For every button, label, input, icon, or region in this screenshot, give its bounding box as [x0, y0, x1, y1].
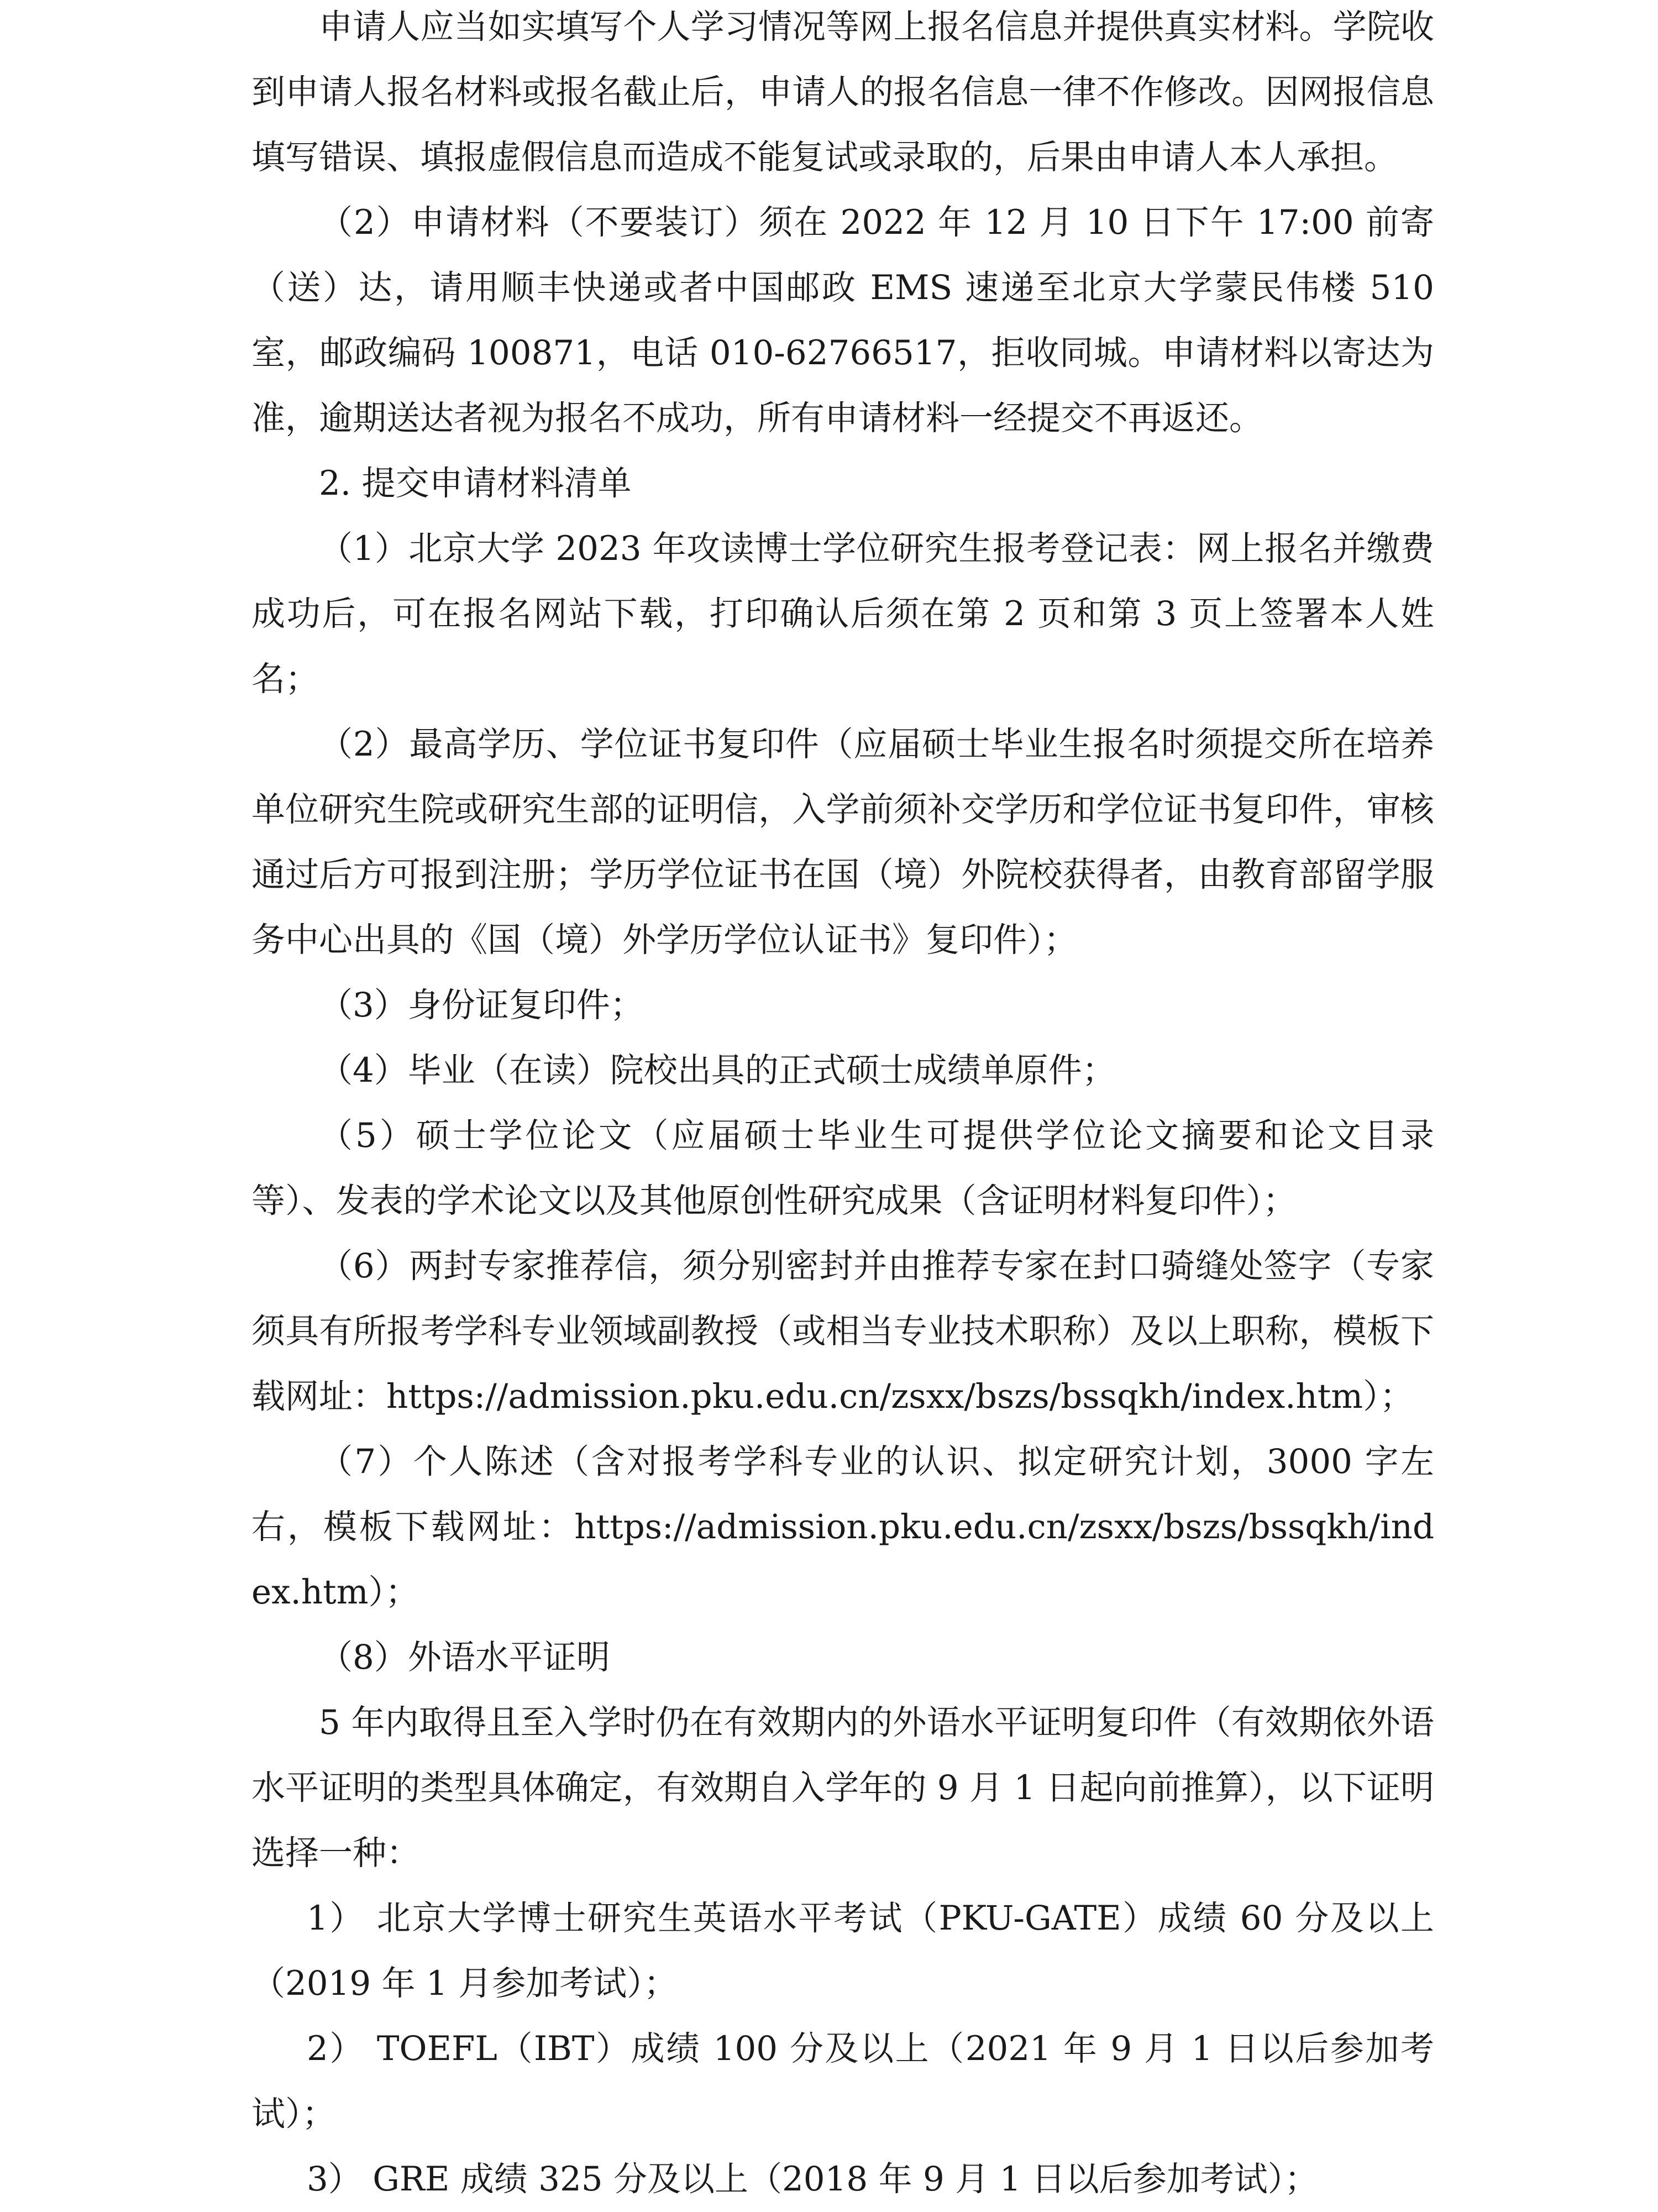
- list-item-transcript: （4）毕业（在读）院校出具的正式硕士成绩单原件；: [319, 1051, 1116, 1090]
- paragraph-intro: 申请人应当如实填写个人学习情况等网上报名信息并提供真实材料。学院收到申请人报名材料或报名截止后，申请人的报名信息一律不作修改。因网报信息填写错误、填报虚假信息而造成不能复试或录取的，后果由申请人本人承担。: [251, 7, 1434, 177]
- list-item-id-card: （3）身份证复印件；: [319, 986, 644, 1025]
- document-body: [251, 0, 1434, 2212]
- language-option-gre: 3） GRE 成绩 325 分及以上（2018 年 9 月 1 日以后参加考试）；: [307, 2159, 1319, 2199]
- language-option-pku-gate: 1） 北京大学博士研究生英语水平考试（PKU-GATE）成绩 60 分及以上（2019 年 1 月参加考试）；: [251, 1899, 1434, 2003]
- list-item-registration-form: （1）北京大学 2023 年攻读博士学位研究生报考登记表：网上报名并缴费成功后，可在报名网站下载，打印确认后须在第 2 页和第 3 页上签署本人姓名；: [251, 529, 1434, 699]
- list-item-degree-certificates: （2）最高学历、学位证书复印件（应届硕士毕业生报名时须提交所在培养单位研究生院或研究生部的证明信，入学前须补交学历和学位证书复印件，审核通过后方可报到注册；学历学位证书在国（境）外院校获得者，由教育部留学服务中心出具的《国（境）外学历学位认证书》复印件）；: [251, 725, 1434, 960]
- section-heading-materials: 2. 提交申请材料清单: [319, 464, 632, 503]
- list-item-thesis: （5）硕士学位论文（应届硕士毕业生可提供学位论文摘要和论文目录等）、发表的学术论文以及其他原创性研究成果（含证明材料复印件）；: [251, 1116, 1434, 1220]
- paragraph-language-requirements: 5 年内取得且至入学时仍在有效期内的外语水平证明复印件（有效期依外语水平证明的类型具体确定，有效期自入学年的 9 月 1 日起向前推算），以下证明选择一种：: [251, 1703, 1434, 1873]
- language-option-toefl: 2） TOEFL（IBT）成绩 100 分及以上（2021 年 9 月 1 日以后参加考试）；: [251, 2029, 1434, 2134]
- list-item-personal-statement: （7）个人陈述（含对报考学科专业的认识、拟定研究计划，3000 字左右，模板下载网址：https://admission.pku.edu.cn/zsxx/bszs/bssqkh/index.htm）；: [251, 1442, 1434, 1612]
- paragraph-deadline: （2）申请材料（不要装订）须在 2022 年 12 月 10 日下午 17:00 前寄（送）达，请用顺丰快递或者中国邮政 EMS 速递至北京大学蒙民伟楼 510 室，邮政编码 100871，电话 010-62766517，拒收同城。申请材料以寄达为准，逾期送达者视为报名不成功，所有申请材料一经提交不再返还。: [251, 203, 1434, 438]
- list-item-language-proof: （8）外语水平证明: [319, 1638, 610, 1677]
- list-item-recommendation-letters: （6）两封专家推荐信，须分别密封并由推荐专家在封口骑缝处签字（专家须具有所报考学科专业领域副教授（或相当专业技术职称）及以上职称，模板下载网址：https://admission.pku.edu.cn/zsxx/bszs/bssqkh/index.htm）；: [251, 1246, 1434, 1416]
